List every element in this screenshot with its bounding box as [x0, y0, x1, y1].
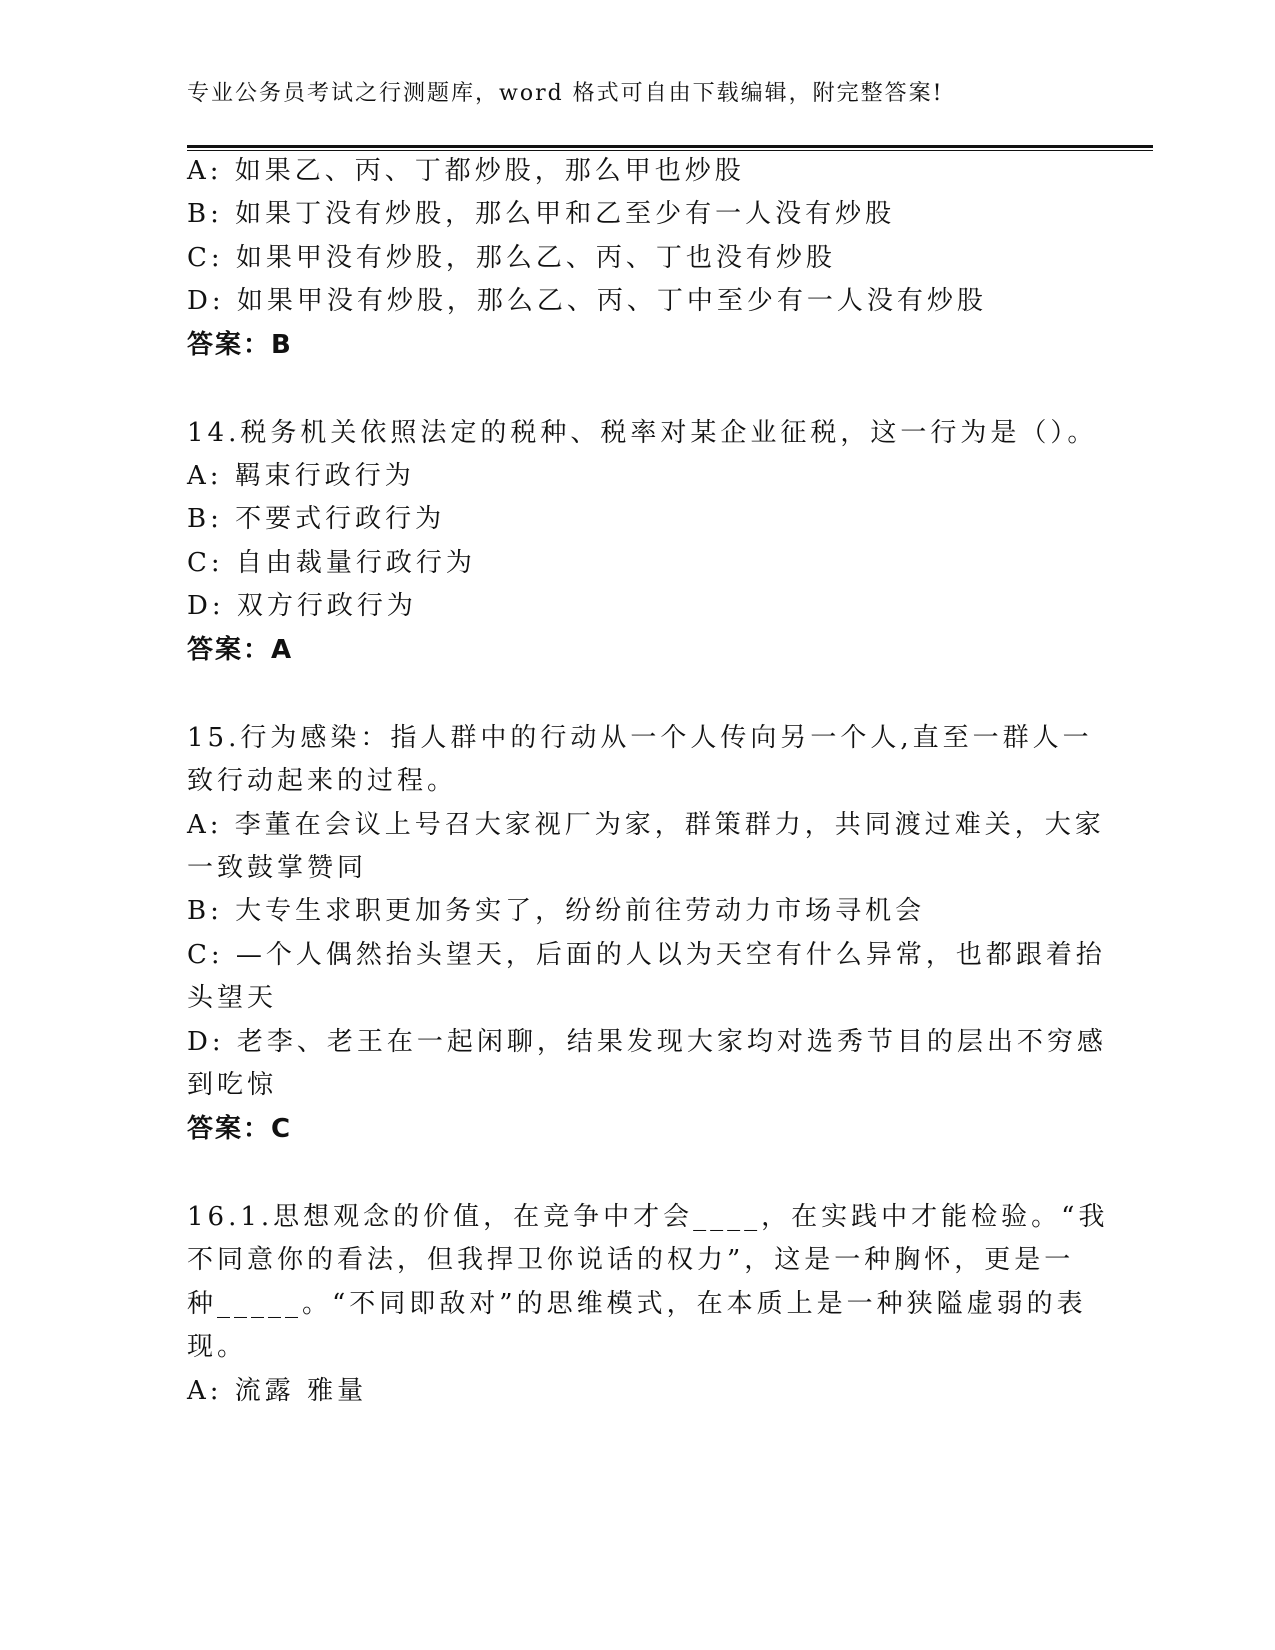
q13-option-d: D: 如果甲没有炒股，那么乙、丙、丁中至少有一人没有炒股 — [187, 286, 987, 316]
q16-stem-line-3: 种_____。“不同即敌对”的思维模式，在本质上是一种狭隘虚弱的表 — [187, 1289, 1087, 1319]
q15-answer: 答案：C — [187, 1114, 293, 1144]
q13-option-b: B: 如果丁没有炒股，那么甲和乙至少有一人没有炒股 — [187, 199, 896, 229]
q15-option-a-cont: 一致鼓掌赞同 — [187, 853, 368, 883]
q13-option-c: C: 如果甲没有炒股，那么乙、丙、丁也没有炒股 — [187, 243, 836, 273]
page-header: 专业公务员考试之行测题库，word 格式可自由下载编辑，附完整答案! — [187, 81, 944, 106]
q13-answer: 答案：B — [187, 330, 293, 360]
header-divider — [187, 145, 1153, 151]
q15-option-a: A: 李董在会议上号召大家视厂为家，群策群力，共同渡过难关，大家 — [187, 810, 1105, 840]
q14-option-a: A: 羁束行政行为 — [187, 461, 415, 491]
q14-option-c: C: 自由裁量行政行为 — [187, 548, 476, 578]
q15-stem-line-1: 15.行为感染：指人群中的行动从一个人传向另一个人,直至一群人一 — [187, 723, 1093, 753]
q16-option-a: A: 流露 雅量 — [187, 1376, 368, 1406]
q16-stem-line-2: 不同意你的看法，但我捍卫你说话的权力”，这是一种胸怀，更是一 — [187, 1245, 1075, 1275]
q15-option-b: B: 大专生求职更加务实了，纷纷前往劳动力市场寻机会 — [187, 896, 926, 926]
q14-stem: 14.税务机关依照法定的税种、税率对某企业征税，这一行为是（）。 — [187, 418, 1098, 448]
q14-option-d: D: 双方行政行为 — [187, 591, 417, 621]
q14-option-b: B: 不要式行政行为 — [187, 504, 446, 534]
q16-stem-line-1: 16.1.思想观念的价值，在竞争中才会____，在实践中才能检验。“我 — [187, 1202, 1109, 1232]
q15-option-c-cont: 头望天 — [187, 983, 278, 1013]
q14-answer: 答案：A — [187, 635, 294, 665]
q16-stem-line-4: 现。 — [187, 1332, 248, 1362]
q15-stem-line-2: 致行动起来的过程。 — [187, 766, 458, 796]
q13-option-a: A: 如果乙、丙、丁都炒股，那么甲也炒股 — [187, 156, 745, 186]
q15-option-d: D: 老李、老王在一起闲聊，结果发现大家均对选秀节目的层出不穷感 — [187, 1027, 1107, 1057]
q15-option-c: C: —个人偶然抬头望天，后面的人以为天空有什么异常，也都跟着抬 — [187, 940, 1106, 970]
q15-option-d-cont: 到吃惊 — [187, 1070, 278, 1100]
